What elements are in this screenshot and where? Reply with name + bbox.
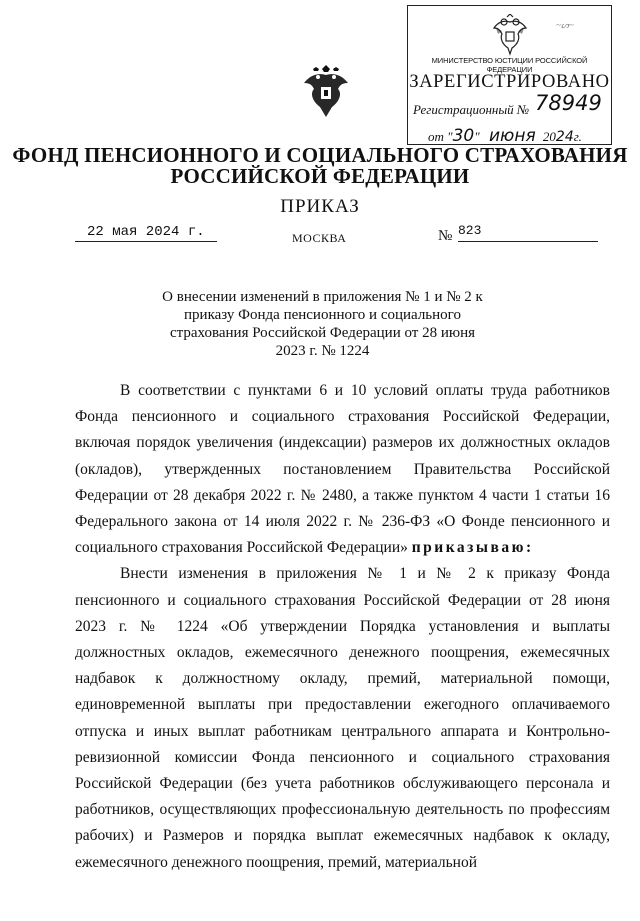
org-name-line1: ФОНД ПЕНСИОННОГО И СОЦИАЛЬНОГО СТРАХОВАНИЯ [12,143,628,167]
subject-line: О внесении изменений в приложения № 1 и № 2 к [162,289,483,305]
stamp-reg-line [413,91,602,118]
stamp-reg-number: 78949 [535,91,602,115]
order-city: МОСКВА [292,231,347,245]
order-number: 823 [458,223,598,242]
number-sign: № [438,228,453,244]
subject-line: страхования Российской Федерации от 28 июня [169,325,475,341]
body-paragraph-1-text: В соответствии с пунктами 6 и 10 условий оплаты труда работников Фонда пенсионного и социального страхования Российской Федерации, включая порядок увеличения (индексации) размеров их должностных окладов (окладов), утвержденных постановлением Правительства Российской Федерации от 28 декабря 2022 г. № 2480, а также пунктом 4 части 1 статьи 16 Федерального закона от 14 июля 2022 г. № 236-ФЗ «О Фонде пенсионного и социального страхования Российской Федерации» [75,382,610,557]
body-paragraph-2: Внести изменения в приложения № 1 и № 2 к приказу Фонда пенсионного и социального страхования Российской Федерации от 28 июня 2023 г. № 1224 «Об утверждении Порядка установления и выплаты должностных окладов, ежемесячного денежного поощрения, ежемесячных надбавок к должностному окладу, премий, материальной помощи, единовременной выплаты при предоставлении ежегодного оплачиваемого отпуска и иных выплат работникам центрального аппарата и Контрольно-ревизионной комиссии Фонда пенсионного и социального страхования Российской Федерации (без учета работников обслуживающего персонала и работников, осуществляющих профессиональную деятельность по профессиям рабочих) и Размеров и порядка выплат ежемесячных надбавок к окладу, ежемесячного денежного поощрения, премий, материальной [75,565,610,871]
doc-type-title: ПРИКАЗ [280,196,360,217]
stamp-date-year: 24 [555,129,574,145]
double-headed-eagle-icon [490,14,530,56]
body-paragraph-1 [75,378,610,561]
stamp-date-month: июня [488,126,536,146]
stamp-ministry: МИНИСТЕРСТВО ЮСТИЦИИ РОССИЙСКОЙ ФЕДЕРАЦИИ [431,56,588,74]
coat-of-arms-icon [301,65,351,121]
order-subject [160,288,485,360]
stamp-date-day: 30 [452,126,475,146]
stamp-date-suffix: г. [573,129,582,144]
subject-line: приказу Фонда пенсионного и социального [184,307,461,323]
subject-line: 2023 г. № 1224 [275,343,370,359]
scribble-mark: ~ᔕ~ [556,20,574,30]
order-date: 22 мая 2024 г. [75,224,217,242]
stamp-date-line: от "30" июня 2024г. [428,126,582,146]
stamp-reg-label: Регистрационный № [413,102,530,117]
stamp-date-year-prefix: 20 [542,129,556,144]
order-body [75,378,610,876]
stamp-date-prefix: от [428,129,444,144]
order-command: приказываю: [411,539,534,557]
org-name-line2: РОССИЙСКОЙ ФЕДЕРАЦИИ [170,164,470,188]
stamp-registered: ЗАРЕГИСТРИРОВАНО [409,72,610,92]
registration-stamp [407,5,612,145]
